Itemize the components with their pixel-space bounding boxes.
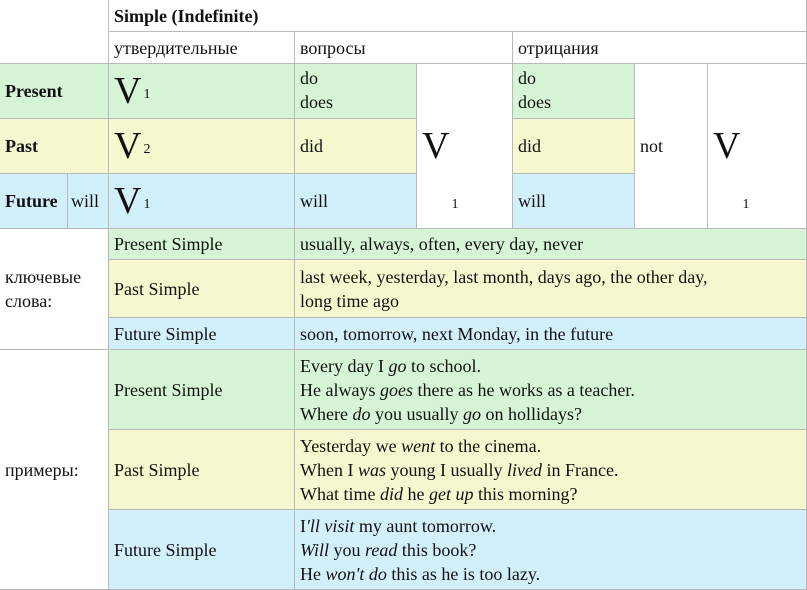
verb-index: 1	[742, 197, 750, 212]
verb-letter: V	[713, 125, 741, 167]
table-title: Simple (Indefinite)	[109, 0, 807, 32]
example-sentence: Where do you usually go on hollidays?	[300, 403, 582, 424]
example-sentence: I'll visit my aunt tomorrow.	[300, 515, 497, 536]
keywords-tense-past: Past Simple	[109, 260, 295, 318]
examples-present	[295, 350, 807, 430]
keywords-future: soon, tomorrow, next Monday, in the future	[295, 318, 807, 350]
keywords-tense-present: Present Simple	[109, 229, 295, 260]
negative-aux-present	[513, 64, 635, 119]
examples-past	[295, 430, 807, 510]
question-aux-future: will	[295, 174, 417, 229]
verb-form-future	[109, 174, 295, 229]
verb-form-present	[109, 64, 295, 119]
keywords-present: usually, always, often, every day, never	[295, 229, 807, 260]
verb-letter: V	[114, 70, 142, 112]
examples-label: примеры:	[0, 350, 109, 590]
keywords-past	[295, 260, 807, 318]
example-sentence: He won't do this as he is too lazy.	[300, 563, 541, 584]
verb-index: 1	[143, 87, 151, 102]
example-sentence: He always goes there as he works as a teacher.	[300, 379, 635, 400]
aux-does: does	[300, 92, 333, 112]
keywords-label-line2: слова:	[5, 291, 53, 311]
example-sentence: When I was young I usually lived in France.	[300, 459, 619, 480]
example-sentence: What time did he get up this morning?	[300, 483, 578, 504]
tense-label-future: Future	[0, 174, 68, 229]
question-main-verb	[417, 64, 513, 229]
examples-tense-past: Past Simple	[109, 430, 295, 510]
keywords-past-line2: long time ago	[300, 290, 399, 311]
verb-letter: V	[422, 125, 450, 167]
verb-form-past	[109, 119, 295, 174]
examples-future	[295, 510, 807, 590]
negative-main-verb	[708, 64, 807, 229]
verb-index: 1	[143, 197, 151, 212]
keywords-tense-future: Future Simple	[109, 318, 295, 350]
verb-letter: V	[114, 125, 142, 167]
column-header-questions: вопросы	[295, 32, 513, 64]
negative-not: not	[635, 64, 708, 229]
column-header-affirmative: утвердительные	[109, 32, 295, 64]
keywords-label-line1: ключевые	[5, 267, 82, 287]
negative-aux-future: will	[513, 174, 635, 229]
example-sentence: Will you read this book?	[300, 539, 477, 560]
tense-label-present: Present	[0, 64, 109, 119]
aux-do: do	[518, 68, 536, 88]
verb-letter: V	[114, 180, 142, 222]
corner-cell	[0, 0, 109, 64]
example-sentence: Every day I go to school.	[300, 355, 481, 376]
examples-tense-future: Future Simple	[109, 510, 295, 590]
keywords-label	[0, 229, 109, 350]
aux-do: do	[300, 68, 318, 88]
aux-does: does	[518, 92, 551, 112]
negative-aux-past: did	[513, 119, 635, 174]
tense-label-past: Past	[0, 119, 109, 174]
keywords-past-line1: last week, yesterday, last month, days ago, the other day,	[300, 266, 708, 287]
question-aux-present	[295, 64, 417, 119]
question-aux-past: did	[295, 119, 417, 174]
examples-tense-present: Present Simple	[109, 350, 295, 430]
verb-index: 2	[143, 142, 151, 157]
verb-index: 1	[451, 197, 459, 212]
example-sentence: Yesterday we went to the cinema.	[300, 435, 542, 456]
column-header-negatives: отрицания	[513, 32, 807, 64]
future-will-marker: will	[68, 174, 109, 229]
